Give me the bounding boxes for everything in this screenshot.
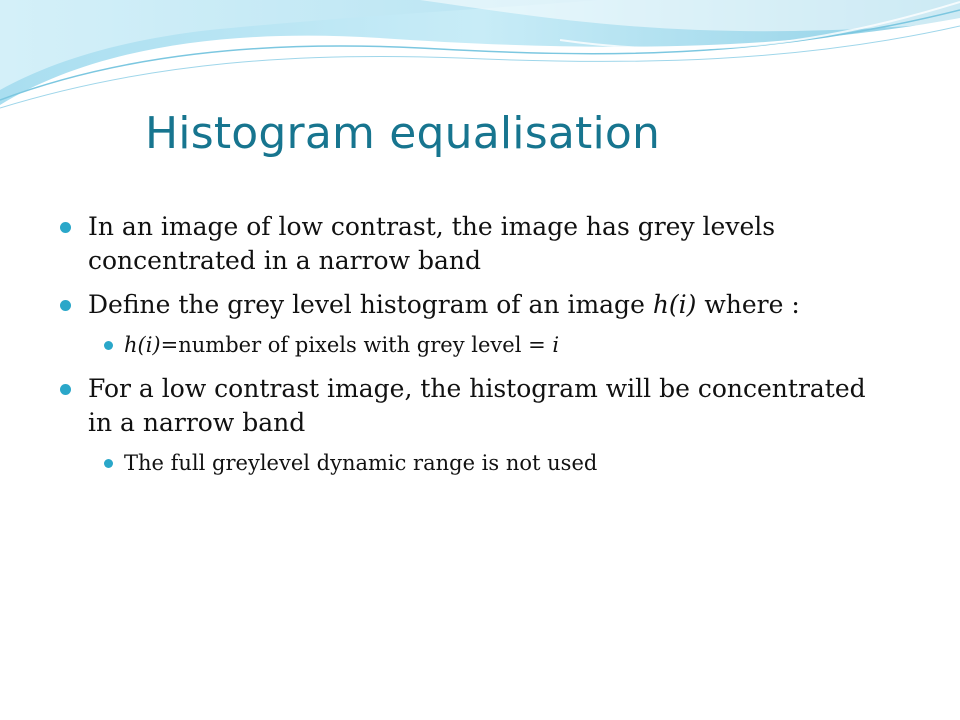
- sub-bullet-item: [60, 330, 880, 360]
- bullet-dot-icon: [60, 384, 71, 395]
- sub-bullet-text: The full greylevel dynamic range is not used: [124, 451, 598, 475]
- bullet-text: In an image of low contrast, the image has grey levels concentrated in a narrow band: [88, 212, 776, 275]
- bullet-item: [60, 288, 880, 322]
- bullet-item: [60, 210, 880, 278]
- bullet-text-part: Define the grey level histogram of an image: [88, 290, 653, 319]
- sub-bullet-italic: i: [552, 333, 560, 357]
- header-wave-decoration: [0, 0, 960, 120]
- bullet-item: [60, 372, 880, 440]
- sub-bullet-text: =number of pixels with grey level =: [160, 333, 553, 357]
- sub-bullet-italic: h(i): [124, 333, 161, 357]
- sub-bullet-dot-icon: [104, 459, 113, 468]
- bullet-dot-icon: [60, 222, 71, 233]
- sub-bullet-item: [60, 448, 880, 478]
- slide-title: Histogram equalisation: [145, 108, 661, 159]
- bullet-text-part: where :: [696, 290, 800, 319]
- bullet-dot-icon: [60, 300, 71, 311]
- bullet-text: For a low contrast image, the histogram will be concentrated in a narrow band: [88, 374, 866, 437]
- sub-bullet-dot-icon: [104, 341, 113, 350]
- bullet-list: [60, 210, 880, 490]
- bullet-text-italic: h(i): [652, 290, 697, 319]
